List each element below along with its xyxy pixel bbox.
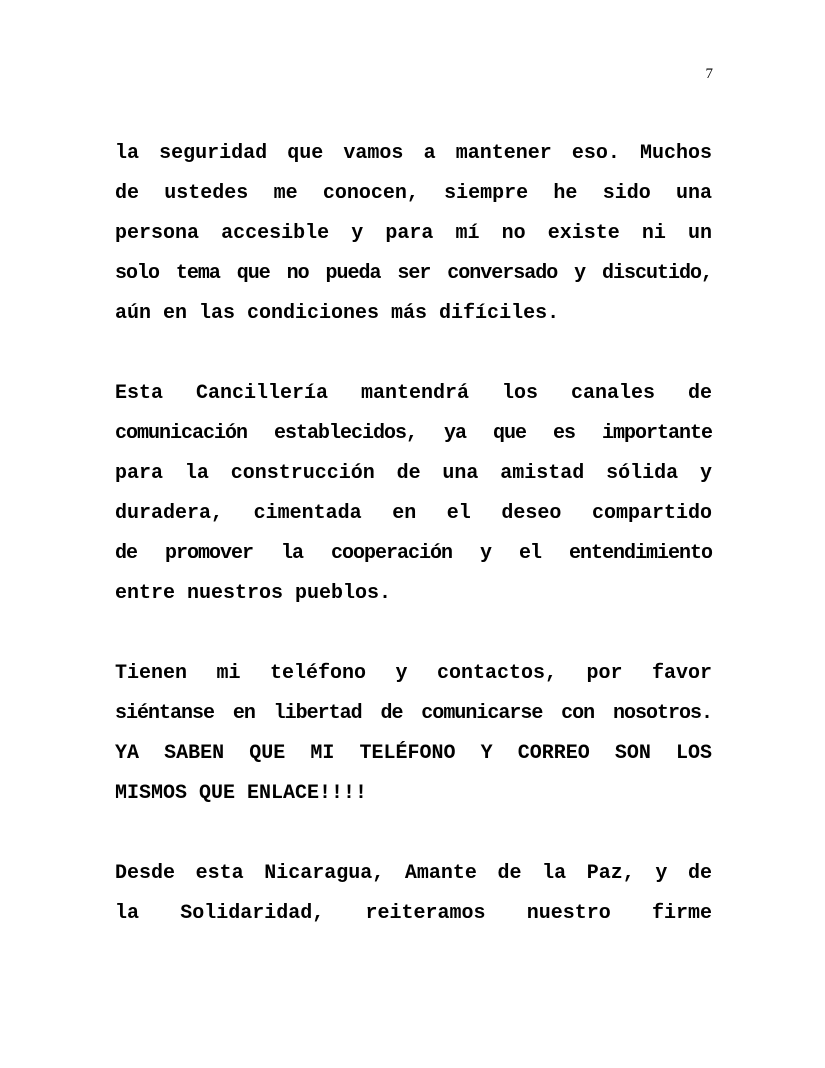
text-line: persona accesible y para mí no existe ni un xyxy=(115,222,712,245)
text-line: para la construcción de una amistad sólida y xyxy=(115,462,712,485)
paragraph-4 xyxy=(115,854,712,934)
text-line: YA SABEN QUE MI TELÉFONO Y CORREO SON LOS xyxy=(115,742,712,765)
text-line: Esta Cancillería mantendrá los canales de xyxy=(115,382,712,405)
text-line: duradera, cimentada en el deseo compartido xyxy=(115,502,712,525)
paragraph-3 xyxy=(115,654,712,814)
text-line: entre nuestros pueblos. xyxy=(115,582,392,605)
page-number: 7 xyxy=(705,66,713,82)
paragraph-2 xyxy=(115,374,712,614)
text-line: de ustedes me conocen, siempre he sido una xyxy=(115,182,712,205)
text-line: Tienen mi teléfono y contactos, por favor xyxy=(115,662,712,685)
text-line: la seguridad que vamos a mantener eso. Muchos xyxy=(115,142,712,165)
text-line: comunicación establecidos, ya que es importante xyxy=(115,422,712,445)
text-line: aún en las condiciones más difíciles. xyxy=(115,302,560,325)
text-line: MISMOS QUE ENLACE!!!! xyxy=(115,782,368,805)
text-line: siéntanse en libertad de comunicarse con nosotros. xyxy=(115,702,712,725)
paragraph-1 xyxy=(115,134,712,334)
text-line: Desde esta Nicaragua, Amante de la Paz, y de xyxy=(115,862,712,885)
text-line: solo tema que no pueda ser conversado y discutido, xyxy=(115,262,712,285)
text-line: la Solidaridad, reiteramos nuestro firme xyxy=(115,902,712,925)
text-line: de promover la cooperación y el entendimiento xyxy=(115,542,712,565)
body-text xyxy=(115,134,712,974)
